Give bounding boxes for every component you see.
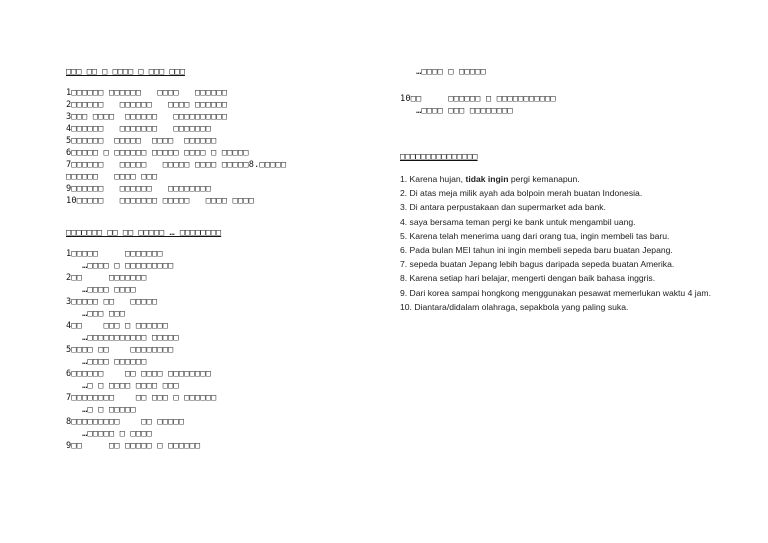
continuation-line: …□□□□ □ □□□□□	[400, 67, 486, 77]
section1-line: 7□□□□□□ □□□□□ □□□□□ □□□□ □□□□□8.□□□□□	[66, 160, 287, 170]
answer-text: 7. sepeda buatan Jepang lebih bagus daripada sepeda buatan Amerika.	[400, 259, 675, 270]
section2-line: 7□□□□□□□□ □□ □□□ □ □□□□□□	[66, 393, 217, 403]
answer-text: 10. Diantara/didalam olahraga, sepakbola yang paling suka.	[400, 301, 629, 312]
section2-title: □□□□□□□ □□ □□ □□□□□ … □□□□□□□□	[66, 228, 222, 238]
section2-line: 2□□ □□□□□□□	[66, 273, 147, 283]
section2-line: 1□□□□□ □□□□□□□	[66, 249, 163, 259]
section2-line: 6□□□□□□ □□ □□□□ □□□□□□□□	[66, 369, 212, 379]
section2-line: …□□□□ □□□□	[66, 285, 136, 295]
section1-line: 9□□□□□□ □□□□□□ □□□□□□□□	[66, 184, 212, 194]
answer-item	[400, 243, 730, 257]
section2-line: 4□□ □□□ □ □□□□□□	[66, 321, 169, 331]
answer-item	[400, 172, 730, 186]
answer-item	[400, 186, 730, 200]
answer-item	[400, 200, 730, 214]
section1-line: 10□□□□□ □□□□□□□ □□□□□ □□□□ □□□□	[66, 196, 255, 206]
answer-item	[400, 215, 730, 229]
section2-line: …□□□□ □□□□□□	[66, 357, 147, 367]
answer-bold-text: tidak ingin	[465, 174, 509, 184]
section1-line: 2□□□□□□ □□□□□□ □□□□ □□□□□□	[66, 100, 228, 110]
answer-text: 6. Pada bulan MEI tahun ini ingin membeli sepeda baru buatan Jepang.	[400, 245, 673, 256]
answer-key-title: □□□□□□□□□□□□□□□	[400, 152, 478, 162]
answer-text-tail: pergi kemanapun.	[508, 174, 580, 184]
answer-item	[400, 229, 730, 243]
section2-line: …□□□□□ □ □□□□	[66, 429, 152, 439]
section2-list	[66, 248, 366, 452]
section2-line: …□ □ □□□□ □□□□ □□□	[66, 381, 179, 391]
answer-item	[400, 271, 730, 285]
answer-text: 4. saya bersama teman pergi ke bank untuk mengambil uang.	[400, 216, 636, 227]
section2-line: 3□□□□□ □□ □□□□□	[66, 297, 158, 307]
answer-text: 2. Di atas meja milik ayah ada bolpoin merah buatan Indonesia.	[400, 188, 643, 199]
answer-item	[400, 286, 730, 300]
continuation-line: 10□□ □□□□□□ □ □□□□□□□□□□□	[400, 94, 556, 104]
section1-line: 4□□□□□□ □□□□□□□ □□□□□□□	[66, 124, 212, 134]
left-column	[66, 66, 366, 452]
section2-line: …□□□ □□□	[66, 309, 126, 319]
section2-line: …□ □ □□□□□	[66, 405, 136, 415]
section1-title: □□□ □□ □ □□□□ □ □□□ □□□	[66, 67, 185, 77]
section1-line: 5□□□□□□ □□□□□ □□□□ □□□□□□	[66, 136, 217, 146]
section1-line: 6□□□□□ □ □□□□□□ □□□□□ □□□□ □ □□□□□	[66, 148, 249, 158]
section2-line: 9□□ □□ □□□□□ □ □□□□□□	[66, 441, 201, 451]
right-column	[400, 66, 730, 314]
answer-item	[400, 300, 730, 314]
answer-text: 3. Di antara perpustakaan dan supermarket ada bank.	[400, 202, 606, 213]
answer-text: 1. Karena hujan,	[400, 174, 466, 184]
continuation-line: …□□□□ □□□ □□□□□□□□	[400, 106, 513, 116]
answer-list	[400, 172, 730, 314]
section2-line: 8□□□□□□□□□ □□ □□□□□	[66, 417, 185, 427]
section2-line: 5□□□□ □□ □□□□□□□□	[66, 345, 174, 355]
answer-text: 5. Karena telah menerima uang dari orang tua, ingin membeli tas baru.	[400, 230, 670, 241]
section1-line: 3□□□ □□□□ □□□□□□ □□□□□□□□□□	[66, 112, 228, 122]
section2-line: …□□□□ □ □□□□□□□□□	[66, 261, 174, 271]
answer-text: 9. Dari korea sampai hongkong menggunakan pesawat memerlukan waktu 4 jam.	[400, 287, 711, 298]
answer-text: 8. Karena setiap hari belajar, mengerti dengan baik bahasa inggris.	[400, 273, 656, 284]
answer-item	[400, 257, 730, 271]
section1-line: 1□□□□□□ □□□□□□ □□□□ □□□□□□	[66, 88, 228, 98]
section2-line: …□□□□□□□□□□□ □□□□□	[66, 333, 179, 343]
section1-line: □□□□□□ □□□□ □□□	[66, 172, 158, 182]
section1-list	[66, 87, 366, 207]
